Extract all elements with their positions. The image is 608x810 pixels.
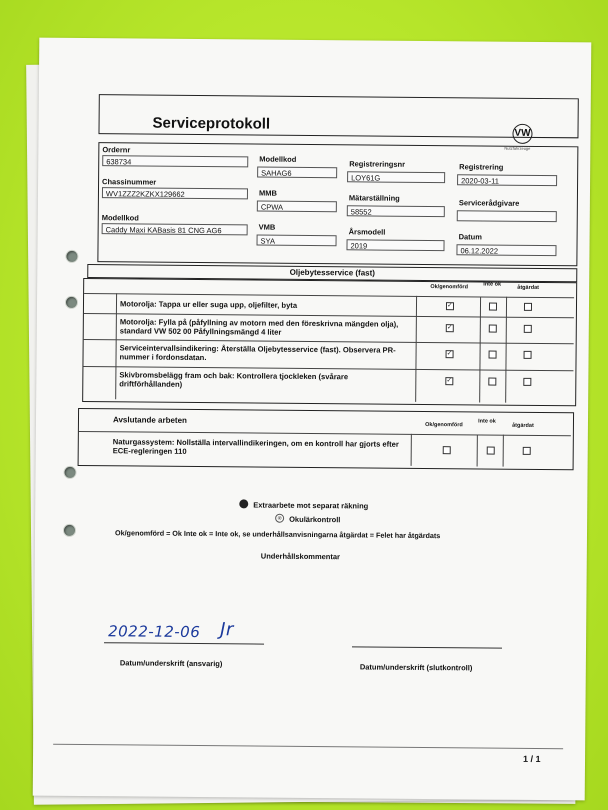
final-works-table (78, 408, 574, 470)
legend-visual-check: Okulärkontroll (289, 514, 341, 525)
fixed-checkbox[interactable] (524, 325, 532, 333)
registrering-value: 2020-03-11 (457, 174, 557, 186)
not-ok-checkbox[interactable] (489, 303, 497, 311)
col-divider (505, 297, 507, 403)
signature-label-final-check: Datum/underskrift (slutkontroll) (359, 662, 473, 673)
vmb-value: SYA (257, 235, 337, 247)
logo-subtitle: Nutzfahrzeuge (504, 145, 531, 151)
row-divider (84, 293, 574, 298)
col-divider (479, 296, 481, 402)
arsmodell-label: Årsmodell (348, 227, 386, 237)
chassinummer-value: WV1ZZZ2KZKX129662 (102, 187, 248, 199)
ok-checkbox[interactable]: ✓ (446, 350, 453, 358)
col-divider (477, 434, 478, 466)
oil-section-title: Oljebytesservice (fast) (87, 264, 577, 282)
page-number: 1 / 1 (522, 753, 541, 765)
mmb-label: MMB (258, 188, 277, 198)
handwritten-signature: Jr (220, 619, 234, 641)
col-divider (503, 435, 504, 467)
not-ok-checkbox[interactable] (488, 378, 496, 386)
not-ok-checkbox[interactable] (487, 447, 495, 455)
ok-checkbox[interactable]: ✓ (446, 324, 453, 332)
punch-hole (63, 524, 76, 537)
visual-check-icon: ® (275, 514, 284, 523)
oil-row-text: Skivbromsbelägg fram och bak: Kontrollera tjockleken (svårare driftförhållanden) (119, 370, 349, 389)
chassinummer-label: Chassinummer (102, 177, 157, 187)
maintenance-comment-heading: Underhållskommentar (260, 551, 341, 562)
registrering-label: Registrering (459, 162, 504, 172)
fixed-checkbox[interactable] (524, 303, 532, 311)
col-divider (415, 296, 417, 402)
fixed-checkbox[interactable] (523, 378, 531, 386)
arsmodell-value: 2019 (346, 239, 444, 251)
not-ok-checkbox[interactable] (489, 351, 497, 359)
signature-label-responsible: Datum/underskrift (ansvarig) (119, 658, 223, 669)
col-not-ok-header: Inte ok (478, 418, 496, 425)
oil-service-table (82, 278, 577, 406)
punch-hole (63, 466, 76, 479)
ok-checkbox[interactable]: ✓ (447, 302, 453, 310)
serviceradgivare-label: Servicerådgivare (458, 198, 520, 208)
oil-row-text: Motorolja: Fylla på (påfyllning av motorn med den föreskrivna mängden olja), standard VW 502 00 Påfyllningsmängd 4 liter (119, 317, 399, 337)
oil-row-text: Motorolja: Tappa ur eller suga upp, oljefilter, byta (119, 299, 298, 310)
col-fixed-header: åtgärdat (517, 284, 540, 291)
modellkod-label: Modellkod (259, 154, 297, 164)
vehicle-info-box (97, 142, 578, 266)
datum-label: Datum (458, 232, 482, 242)
serviceradgivare-value (457, 210, 557, 222)
registreringsnr-value: LOY61G (347, 171, 445, 183)
modellkod2-label: Modellkod (101, 213, 139, 223)
extra-work-icon (239, 499, 248, 508)
legend-explanation: Ok/genomförd = Ok Inte ok = Inte ok, se underhållsanvisningarna åtgärdat = Felet har åtgärdats (114, 528, 441, 541)
punch-hole (65, 250, 78, 263)
col-divider (411, 434, 412, 466)
ordernr-label: Ordernr (102, 145, 131, 155)
matarstallning-label: Mätarställning (348, 193, 400, 203)
modellkod-value: SAHAG6 (257, 167, 337, 179)
registreringsnr-label: Registreringsnr (349, 159, 406, 169)
col-fixed-header: åtgärdat (512, 422, 534, 429)
not-ok-checkbox[interactable] (489, 325, 497, 333)
row-divider (79, 431, 571, 436)
oil-row-text: Serviceintervallsindikering: Återställa Oljebytesservice (fast). Observera PR-nummer i fordonsdatan. (119, 343, 396, 363)
legend-extra-work: Extraarbete mot separat räkning (253, 500, 369, 511)
ok-checkbox[interactable]: ✓ (446, 377, 453, 385)
modellkod2-value: Caddy Maxi KABasis 81 CNG AG6 (102, 223, 248, 235)
vmb-label: VMB (258, 222, 276, 232)
signature-line (104, 642, 264, 644)
fixed-checkbox[interactable] (524, 351, 532, 359)
page-title: Serviceprotokoll (152, 114, 271, 133)
handwritten-date: 2022-12-06 (108, 622, 201, 642)
datum-value: 06.12.2022 (456, 244, 556, 256)
matarstallning-value: 58552 (347, 205, 445, 217)
footer-rule (53, 744, 563, 749)
final-section-title: Avslutande arbeten (112, 415, 187, 425)
col-ok-header: Ok/genomförd (430, 284, 468, 291)
service-protocol-page (33, 38, 592, 801)
ordernr-value: 638734 (102, 155, 248, 167)
fixed-checkbox[interactable] (523, 447, 531, 455)
final-row-text: Naturgassystem: Nollställa intervallindikeringen, om en kontroll har gjorts efter ECE-regleringen 110 (112, 437, 399, 456)
col-ok-header: Ok/genomförd (425, 421, 463, 429)
mmb-value: CPWA (257, 201, 337, 213)
punch-hole (65, 296, 78, 309)
col-not-ok-header: Inte ok (483, 281, 502, 288)
vw-logo-icon: VW (512, 124, 532, 144)
signature-line (352, 646, 502, 648)
ok-checkbox[interactable] (443, 446, 451, 454)
col-divider (115, 293, 117, 399)
